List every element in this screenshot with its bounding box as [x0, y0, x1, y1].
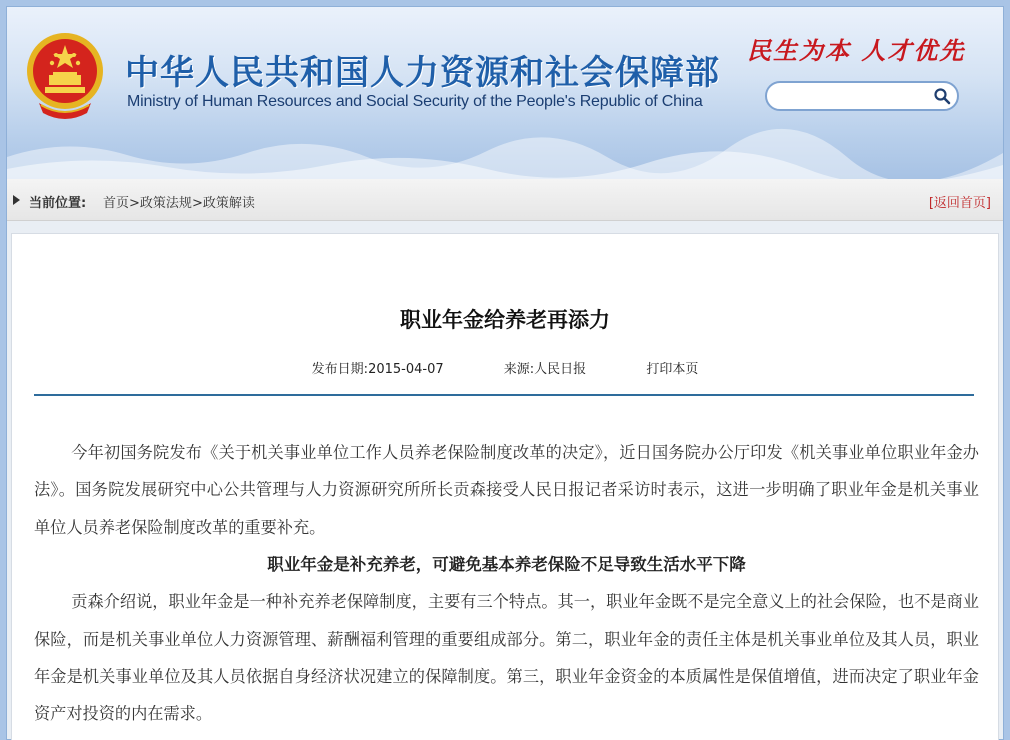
article-paragraph: 贡森介绍说，职业年金是一种补充养老保障制度，主要有三个特点。其一，职业年金既不是完全意义上的社会保险，也不是商业保险，而是机关事业单位人力资源管理、薪酬福利管理的重要组成部分。第二，职业年金的责任主体是机关事业单位及其人员，职业年金是机关事业单位及其人员依据自身经济状况建立的保障制度。第三，职业年金资金的本质属性是保值增值，进而决定了职业年金资产对投资的内在需求。: [34, 592, 979, 724]
article-source: [504, 358, 586, 377]
triangle-right-icon: [13, 195, 20, 205]
breadcrumb-home-link[interactable]: 首页: [103, 196, 130, 211]
search-icon[interactable]: [933, 87, 951, 105]
breadcrumb-label: 当前位置:: [29, 196, 87, 211]
article-subheading: 职业年金是补充养老，可避免基本养老保险不足导致生活水平下降: [267, 555, 746, 575]
search-input[interactable]: [777, 87, 927, 105]
article-title: 职业年金给养老再添力: [400, 308, 610, 332]
site-header: [7, 7, 1003, 179]
article-body: [34, 434, 979, 733]
page-frame: [6, 6, 1004, 740]
source-label: 来源:: [503, 362, 535, 377]
breadcrumb: [103, 192, 255, 211]
national-emblem-icon: [25, 29, 105, 121]
breadcrumb-bar: [7, 179, 1003, 221]
site-title-cn: 中华人民共和国人力资源和社会保障部: [125, 53, 720, 93]
breadcrumb-separator: >: [129, 196, 140, 211]
publish-date: [312, 358, 444, 377]
breadcrumb-separator: >: [191, 196, 203, 211]
source-value: 人民日报: [534, 362, 587, 377]
breadcrumb-interpretation-link[interactable]: 政策解读: [202, 196, 255, 211]
date-label: 发布日期:: [311, 362, 369, 377]
print-page-link[interactable]: 打印本页: [646, 362, 699, 377]
back-home-link[interactable]: [返回首页]: [928, 196, 991, 211]
search-box: [765, 81, 959, 111]
slogan-calligraphy: 民生为本 人才优先: [747, 36, 966, 65]
site-title-en: Ministry of Human Resources and Social Security of the People's Republic of China: [127, 93, 703, 110]
article-paragraph: 今年初国务院发布《关于机关事业单位工作人员养老保险制度改革的决定》，近日国务院办公厅印发《机关事业单位职业年金办法》。国务院发展研究中心公共管理与人力资源研究所所长贡森接受人民日报记者采访时表示，这进一步明确了职业年金是机关事业单位人员养老保险制度改革的重要补充。: [34, 443, 979, 537]
cloud-decoration: [7, 127, 1003, 179]
article-meta: [12, 358, 998, 377]
title-divider: [34, 394, 974, 396]
article-container: [11, 233, 999, 740]
date-value: 2015-04-07: [368, 362, 444, 377]
breadcrumb-policy-link[interactable]: 政策法规: [139, 196, 192, 211]
